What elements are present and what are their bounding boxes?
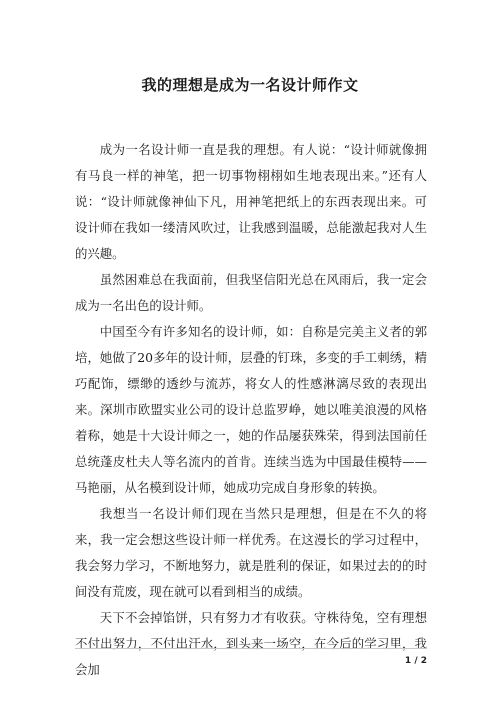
paragraph: 天下不会掉馅饼，只有努力才有收获。守株待兔，空有理想不付出努力，不付出汗水，到头来一场空，在今后的学习里，我会加 bbox=[75, 610, 427, 677]
paragraph: 虽然困难总在我面前，但我坚信阳光总在风雨后，我一定会成为一名出色的设计师。 bbox=[75, 272, 427, 313]
page-number: 1 / 2 bbox=[404, 656, 427, 666]
document-title: 我的理想是成为一名设计师作文 bbox=[141, 76, 359, 94]
document-body bbox=[75, 137, 427, 683]
paragraph: 中国至今有许多知名的设计师，如：自称是完美主义者的郭培，她做了20多年的设计师，层叠的钉珠，多变的手工刺绣，精巧配饰，缥缈的透纱与流苏，将女人的性感淋漓尽致的表现出来。深圳市欧盟实业公司的设计总监罗峥，她以唯美浪漫的风格着称，她是十大设计师之一，她的作品屡获殊荣，得到法国前任总统蓬皮杜夫人等名流内的首肯。连续当选为中国最佳模特——马艳丽，从名模到设计师，她成功完成自身形象的转换。 bbox=[75, 324, 427, 495]
paragraph: 我想当一名设计师们现在当然只是理想，但是在不久的将来，我一定会想这些设计师一样优秀。在这漫长的学习过程中，我会努力学习，不断地努力，就是胜利的保证，如果过去的的时间没有荒废，现在就可以看到相当的成绩。 bbox=[75, 506, 427, 599]
footer-divider bbox=[75, 648, 427, 649]
paragraph: 成为一名设计师一直是我的理想。有人说：“设计师就像拥有马良一样的神笔，把一切事物栩栩如生地表现出来。”还有人说：“设计师就像神仙下凡，用神笔把纸上的东西表现出来。可设计师在我如一缕清风吹过，让我感到温暖，总能激起我对人生的兴趣。 bbox=[75, 142, 427, 261]
